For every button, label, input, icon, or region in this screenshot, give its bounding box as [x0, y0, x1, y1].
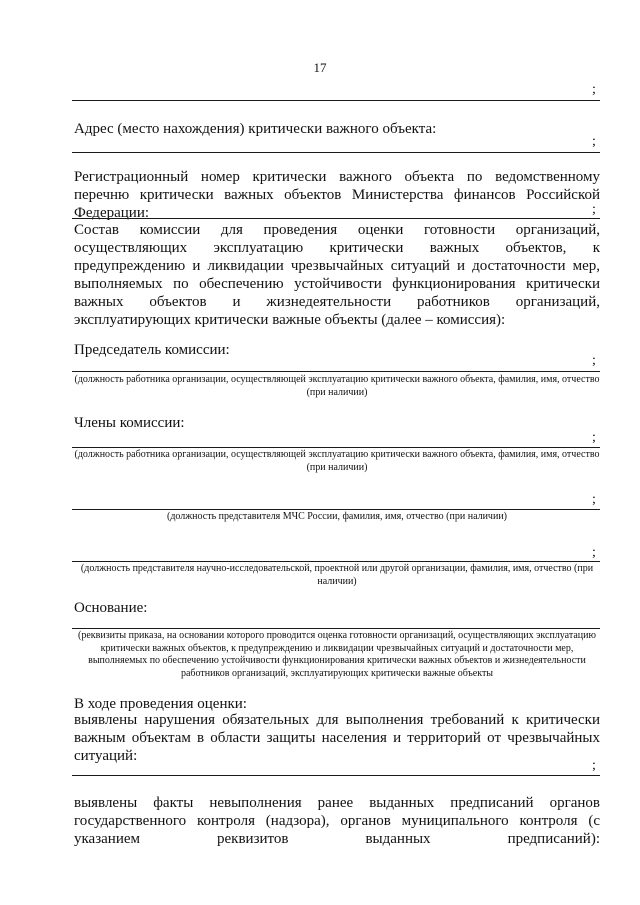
chairman-caption: (должность работника организации, осуществляющей эксплуатацию критически важного объекта, фамилия, имя, отчество (при наличии) — [74, 374, 600, 398]
fill-line-chairman — [72, 371, 600, 372]
fill-line-top — [72, 100, 600, 101]
basis-label: Основание: — [74, 600, 148, 616]
fill-line-registration — [72, 218, 600, 219]
failures-text: выявлены факты невыполнения ранее выданных предписаний органов государственного контроля (надзора), органов муниципального контроля (с указанием реквизитов выданных предписаний): — [74, 795, 600, 847]
violations-text: выявлены нарушения обязательных для выполнения требований к критически важным объектам в области защиты населения и территорий от чрезвычайных ситуаций: — [74, 712, 600, 764]
members-label: Члены комиссии: — [74, 415, 185, 431]
fill-line-address — [72, 152, 600, 153]
semicolon: ; — [592, 430, 596, 445]
fill-line-member-org — [72, 447, 600, 448]
member-research-caption: (должность представителя научно-исследовательской, проектной или другой организации, фамилия, имя, отчество (при наличии) — [80, 563, 594, 587]
fill-line-basis — [72, 628, 600, 629]
semicolon: ; — [592, 353, 596, 368]
semicolon: ; — [592, 758, 596, 773]
chairman-label: Председатель комиссии: — [74, 342, 230, 358]
fill-line-violations — [72, 775, 600, 776]
semicolon: ; — [592, 492, 596, 507]
semicolon: ; — [592, 82, 596, 97]
member-org-caption: (должность работника организации, осуществляющей эксплуатацию критически важного объекта, фамилия, имя, отчество (при наличии) — [74, 449, 600, 473]
member-mchs-caption: (должность представителя МЧС России, фамилия, имя, отчество (при наличии) — [167, 511, 507, 522]
page-number: 17 — [313, 60, 327, 75]
address-label: Адрес (место нахождения) критически важного объекта: — [74, 121, 437, 137]
fill-line-member-research — [72, 561, 600, 562]
assessment-label: В ходе проведения оценки: — [74, 696, 247, 712]
fill-line-member-mchs — [72, 509, 600, 510]
semicolon: ; — [592, 134, 596, 149]
registration-number-label: Регистрационный номер критически важного объекта по ведомственному перечню критически важных объектов Министерства финансов Российской Федерации: — [74, 169, 600, 221]
basis-caption: (реквизиты приказа, на основании которого проводится оценка готовности организаций, осуществляющих эксплуатацию критически важных объектов, к предупреждению и ликвидации чрезвычайных ситуаций и достаточности мер, выполняемых по обеспечению устойчивости функционирования критически важных объектов и жизнедеятельности работников организаций, эксплуатирующих критически важные объекты — [78, 630, 596, 679]
commission-composition-text: Состав комиссии для проведения оценки готовности организаций, осуществляющих эксплуатацию критически важных объектов, к предупреждению и ликвидации чрезвычайных ситуаций и достаточности мер, выполняемых по обеспечению устойчивости функционирования критически важных объектов и жизнедеятельности работников организаций, эксплуатирующих критически важные объекты (далее – комиссия): — [74, 222, 600, 328]
semicolon: ; — [592, 545, 596, 560]
semicolon: ; — [592, 202, 596, 217]
